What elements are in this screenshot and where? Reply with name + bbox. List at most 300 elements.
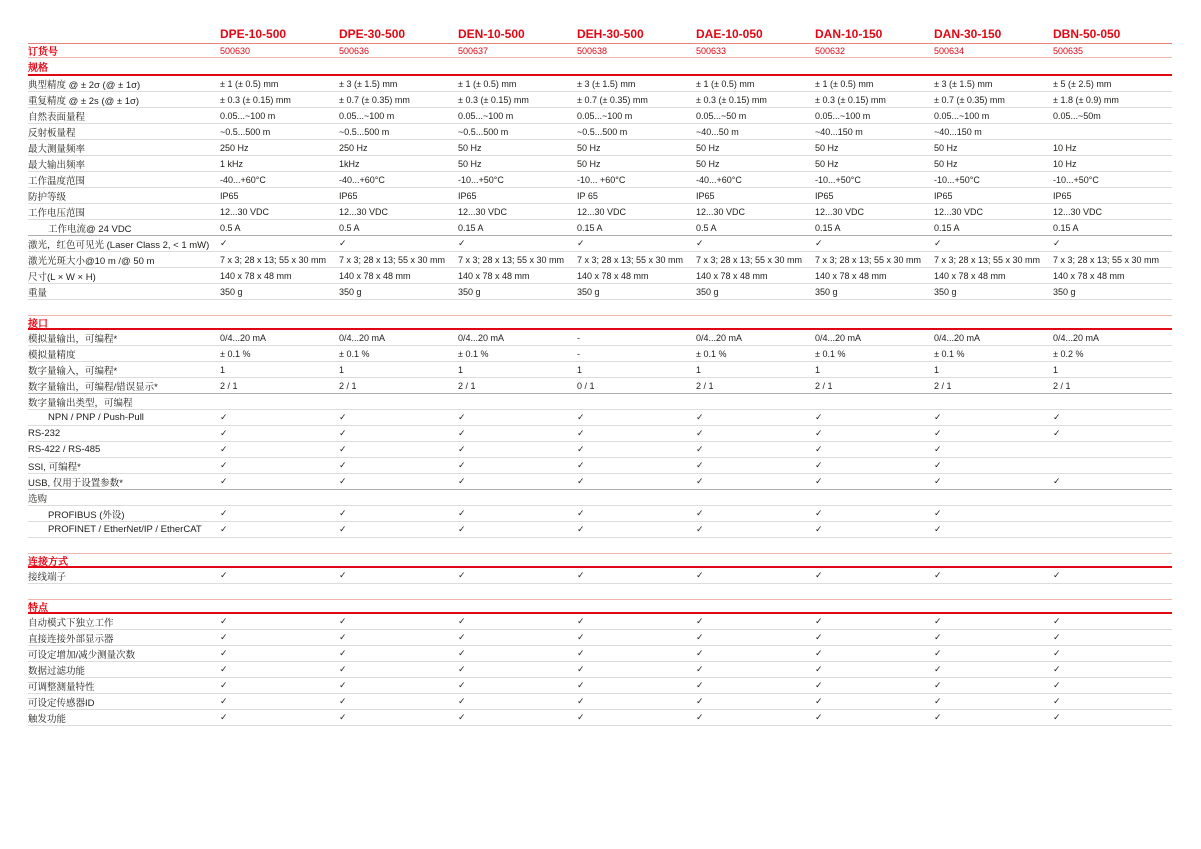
- check-icon: ✓: [458, 648, 466, 658]
- spec-cell: [934, 444, 1053, 455]
- product-name: DBN-50-050: [1053, 27, 1121, 41]
- spec-cell: [815, 524, 934, 535]
- table-row: [28, 204, 1172, 220]
- spec-cell: 1: [339, 364, 345, 375]
- spec-cell: [1053, 648, 1172, 659]
- spec-cell: ± 3 (± 1.5) mm: [577, 78, 636, 89]
- spec-cell: IP65: [815, 190, 834, 201]
- spec-cell: 0.05...~50 m: [696, 110, 747, 121]
- spec-cell: [339, 238, 458, 249]
- spec-cell: [339, 632, 458, 643]
- spec-cell: 12...30 VDC: [696, 206, 746, 217]
- check-icon: ✓: [458, 680, 466, 690]
- spec-cell: [934, 508, 1053, 519]
- check-icon: ✓: [220, 238, 228, 248]
- spec-cell: -: [577, 332, 580, 343]
- spec-cell: [220, 570, 339, 581]
- spec-cell: [339, 476, 458, 487]
- spec-cell: ~0.5...500 m: [339, 126, 390, 137]
- check-icon: ✓: [339, 412, 347, 422]
- spec-cell: -10...+50°C: [458, 174, 504, 185]
- check-icon: ✓: [696, 632, 704, 642]
- section-header: [28, 599, 1172, 614]
- check-icon: ✓: [339, 444, 347, 454]
- spec-cell: [696, 524, 815, 535]
- spec-cell: ± 1.8 (± 0.9) mm: [1053, 94, 1119, 105]
- row-label: 最大输出频率: [28, 159, 86, 171]
- check-icon: ✓: [220, 444, 228, 454]
- row-label: 可调整测量特性: [28, 681, 95, 693]
- spec-cell: 12...30 VDC: [220, 206, 270, 217]
- check-icon: ✓: [815, 632, 823, 642]
- spec-cell: 12...30 VDC: [1053, 206, 1103, 217]
- check-icon: ✓: [220, 476, 228, 486]
- order-number-row: [28, 43, 1172, 58]
- spec-cell: 140 x 78 x 48 mm: [1053, 270, 1125, 281]
- table-row: [28, 410, 1172, 426]
- spec-cell: [934, 460, 1053, 471]
- spec-cell: 1: [220, 364, 226, 375]
- spec-cell: 2 / 1: [696, 380, 714, 391]
- table-row: [28, 694, 1172, 710]
- spec-cell: [458, 680, 577, 691]
- section-3: [28, 553, 1172, 584]
- spec-cell: -: [577, 348, 580, 359]
- spec-cell: [815, 712, 934, 723]
- spec-cell: 2 / 1: [815, 380, 833, 391]
- check-icon: ✓: [1053, 648, 1061, 658]
- spec-cell: ± 0.3 (± 0.15) mm: [815, 94, 886, 105]
- spec-cell: 50 Hz: [934, 158, 958, 169]
- spec-cell: [696, 712, 815, 723]
- spec-cell: 350 g: [458, 286, 481, 297]
- spec-cell: [458, 238, 577, 249]
- spec-cell: ± 0.2 %: [1053, 348, 1084, 359]
- spec-cell: 0/4...20 mA: [934, 332, 981, 343]
- section-header: [28, 315, 1172, 330]
- check-icon: ✓: [577, 664, 585, 674]
- check-icon: ✓: [220, 648, 228, 658]
- spec-cell: [339, 412, 458, 423]
- spec-cell: [458, 444, 577, 455]
- spec-cell: 1 kHz: [220, 158, 244, 169]
- row-label: 工作电压范围: [28, 207, 86, 219]
- check-icon: ✓: [577, 616, 585, 626]
- check-icon: ✓: [696, 664, 704, 674]
- check-icon: ✓: [815, 412, 823, 422]
- check-icon: ✓: [815, 664, 823, 674]
- check-icon: ✓: [577, 238, 585, 248]
- table-row: [28, 458, 1172, 474]
- check-icon: ✓: [696, 616, 704, 626]
- spec-cell: [815, 664, 934, 675]
- check-icon: ✓: [339, 238, 347, 248]
- spec-cell: [934, 428, 1053, 439]
- check-icon: ✓: [577, 476, 585, 486]
- spec-cell: 7 x 3; 28 x 13; 55 x 30 mm: [815, 254, 922, 265]
- row-label: 重量: [28, 287, 48, 299]
- check-icon: ✓: [815, 238, 823, 248]
- spec-cell: ± 0.7 (± 0.35) mm: [577, 94, 648, 105]
- row-label: 最大测量频率: [28, 143, 86, 155]
- table-row: [28, 236, 1172, 252]
- spec-cell: 0.5 A: [339, 222, 360, 233]
- spec-cell: 1kHz: [339, 158, 360, 169]
- spec-cell: 50 Hz: [815, 142, 839, 153]
- spec-cell: 10 Hz: [1053, 158, 1077, 169]
- spec-cell: [815, 648, 934, 659]
- spec-cell: ± 0.1 %: [934, 348, 965, 359]
- check-icon: ✓: [696, 570, 704, 580]
- check-icon: ✓: [1053, 712, 1061, 722]
- spec-cell: [339, 428, 458, 439]
- table-row: [28, 76, 1172, 92]
- spec-cell: [220, 428, 339, 439]
- check-icon: ✓: [934, 428, 942, 438]
- table-row: [28, 346, 1172, 362]
- row-label: 可设定增加/减少测量次数: [28, 649, 136, 661]
- spec-cell: 0.05...~100 m: [339, 110, 395, 121]
- spec-cell: 0.05...~100 m: [458, 110, 514, 121]
- check-icon: ✓: [220, 616, 228, 626]
- spec-cell: 350 g: [1053, 286, 1076, 297]
- spec-cell: [577, 664, 696, 675]
- spec-cell: 12...30 VDC: [458, 206, 508, 217]
- spec-cell: 50 Hz: [577, 142, 601, 153]
- check-icon: ✓: [1053, 428, 1061, 438]
- check-icon: ✓: [339, 570, 347, 580]
- spec-cell: 0.05...~100 m: [934, 110, 990, 121]
- spec-cell: 350 g: [815, 286, 838, 297]
- row-label: 数字量输出，可编程/错误显示*: [28, 381, 158, 393]
- check-icon: ✓: [458, 238, 466, 248]
- spec-cell: [339, 508, 458, 519]
- section-header: [28, 553, 1172, 568]
- spec-cell: [1053, 428, 1172, 439]
- row-label: 自然表面量程: [28, 111, 86, 123]
- check-icon: ✓: [696, 508, 704, 518]
- spec-cell: 50 Hz: [458, 142, 482, 153]
- spec-cell: [458, 524, 577, 535]
- spec-cell: ± 1 (± 0.5) mm: [696, 78, 755, 89]
- table-row: [28, 490, 1172, 506]
- check-icon: ✓: [339, 476, 347, 486]
- check-icon: ✓: [220, 680, 228, 690]
- check-icon: ✓: [577, 712, 585, 722]
- spec-cell: [934, 632, 1053, 643]
- spec-cell: [577, 616, 696, 627]
- check-icon: ✓: [815, 616, 823, 626]
- check-icon: ✓: [220, 570, 228, 580]
- row-label: RS-422 / RS-485: [28, 444, 101, 455]
- check-icon: ✓: [696, 444, 704, 454]
- spec-cell: 7 x 3; 28 x 13; 55 x 30 mm: [1053, 254, 1160, 265]
- check-icon: ✓: [339, 712, 347, 722]
- spec-cell: [220, 460, 339, 471]
- spec-cell: 0/4...20 mA: [339, 332, 386, 343]
- check-icon: ✓: [339, 616, 347, 626]
- spec-cell: 7 x 3; 28 x 13; 55 x 30 mm: [220, 254, 327, 265]
- table-row: [28, 506, 1172, 522]
- spec-cell: [220, 524, 339, 535]
- check-icon: ✓: [1053, 238, 1061, 248]
- spec-cell: [220, 696, 339, 707]
- product-name: DEN-10-500: [458, 27, 525, 41]
- check-icon: ✓: [577, 696, 585, 706]
- spec-cell: 1: [934, 364, 940, 375]
- spec-cell: [577, 508, 696, 519]
- row-label: 工作温度范围: [28, 175, 86, 187]
- spec-cell: [220, 632, 339, 643]
- row-label: SSI, 可编程*: [28, 461, 81, 473]
- spec-cell: ± 3 (± 1.5) mm: [339, 78, 398, 89]
- spec-cell: [577, 680, 696, 691]
- check-icon: ✓: [696, 476, 704, 486]
- row-label: 工作电流@ 24 VDC: [48, 223, 132, 235]
- check-icon: ✓: [220, 712, 228, 722]
- spec-cell: [696, 508, 815, 519]
- product-name: DAN-10-150: [815, 27, 883, 41]
- row-label: 激光光斑大小@10 m /@ 50 m: [28, 255, 155, 267]
- check-icon: ✓: [696, 524, 704, 534]
- table-row: [28, 188, 1172, 204]
- check-icon: ✓: [696, 680, 704, 690]
- spec-cell: [934, 524, 1053, 535]
- spec-cell: 7 x 3; 28 x 13; 55 x 30 mm: [339, 254, 446, 265]
- check-icon: ✓: [815, 696, 823, 706]
- spec-cell: 140 x 78 x 48 mm: [339, 270, 411, 281]
- row-label: 数字量输出类型，可编程: [28, 397, 133, 409]
- spec-cell: -40...+60°C: [339, 174, 385, 185]
- spec-cell: [577, 444, 696, 455]
- spec-cell: 10 Hz: [1053, 142, 1077, 153]
- spec-cell: [815, 570, 934, 581]
- spec-cell: ± 3 (± 1.5) mm: [934, 78, 993, 89]
- check-icon: ✓: [815, 648, 823, 658]
- spec-cell: [815, 632, 934, 643]
- spec-cell: [815, 238, 934, 249]
- row-label: 防护等级: [28, 191, 67, 203]
- spec-cell: [815, 428, 934, 439]
- row-label: USB, 仅用于设置参数*: [28, 477, 124, 489]
- spec-cell: -40...+60°C: [696, 174, 742, 185]
- spec-cell: [458, 664, 577, 675]
- check-icon: ✓: [934, 524, 942, 534]
- table-row: [28, 284, 1172, 300]
- table-row: [28, 442, 1172, 458]
- spec-cell: ± 5 (± 2.5) mm: [1053, 78, 1112, 89]
- spec-cell: [220, 680, 339, 691]
- spec-cell: [1053, 696, 1172, 707]
- table-row: [28, 646, 1172, 662]
- spec-cell: [815, 680, 934, 691]
- spec-cell: 0.5 A: [696, 222, 717, 233]
- check-icon: ✓: [220, 428, 228, 438]
- spec-cell: [458, 570, 577, 581]
- spec-cell: 0 / 1: [577, 380, 595, 391]
- spec-cell: [220, 664, 339, 675]
- spec-cell: [458, 632, 577, 643]
- spec-cell: [220, 712, 339, 723]
- spec-cell: 50 Hz: [696, 158, 720, 169]
- check-icon: ✓: [934, 664, 942, 674]
- check-icon: ✓: [577, 412, 585, 422]
- row-label: 接线端子: [28, 571, 67, 583]
- check-icon: ✓: [815, 712, 823, 722]
- spec-cell: [220, 648, 339, 659]
- table-row: [28, 630, 1172, 646]
- row-label: PROFIBUS (外设): [48, 509, 125, 521]
- table-row: [28, 710, 1172, 726]
- spec-cell: ± 0.1 %: [815, 348, 846, 359]
- spec-cell: -10...+50°C: [1053, 174, 1099, 185]
- spec-cell: 140 x 78 x 48 mm: [696, 270, 768, 281]
- product-name: DPE-10-500: [220, 27, 287, 41]
- check-icon: ✓: [934, 616, 942, 626]
- section-title: 接口: [28, 318, 48, 330]
- table-row: [28, 330, 1172, 346]
- spec-cell: 2 / 1: [1053, 380, 1071, 391]
- spec-cell: [1053, 616, 1172, 627]
- check-icon: ✓: [458, 712, 466, 722]
- table-row: [28, 108, 1172, 124]
- check-icon: ✓: [934, 680, 942, 690]
- spec-cell: 50 Hz: [815, 158, 839, 169]
- spec-cell: [339, 524, 458, 535]
- check-icon: ✓: [458, 412, 466, 422]
- table-row: [28, 678, 1172, 694]
- spec-cell: ~40...150 m: [934, 126, 982, 137]
- spec-cell: ~0.5...500 m: [577, 126, 628, 137]
- spec-cell: [577, 428, 696, 439]
- check-icon: ✓: [934, 632, 942, 642]
- check-icon: ✓: [220, 696, 228, 706]
- spec-cell: 50 Hz: [696, 142, 720, 153]
- spec-cell: [934, 476, 1053, 487]
- spec-cell: 0/4...20 mA: [1053, 332, 1100, 343]
- check-icon: ✓: [220, 460, 228, 470]
- spec-cell: ± 1 (± 0.5) mm: [815, 78, 874, 89]
- spec-cell: ± 1 (± 0.5) mm: [220, 78, 279, 89]
- check-icon: ✓: [1053, 476, 1061, 486]
- table-row: [28, 522, 1172, 538]
- spec-cell: IP65: [220, 190, 239, 201]
- spec-cell: [458, 428, 577, 439]
- check-icon: ✓: [339, 648, 347, 658]
- section-title: 特点: [28, 602, 48, 614]
- spec-cell: [339, 680, 458, 691]
- spec-cell: [696, 570, 815, 581]
- check-icon: ✓: [696, 238, 704, 248]
- check-icon: ✓: [458, 570, 466, 580]
- row-label: RS-232: [28, 428, 61, 439]
- spec-cell: [815, 696, 934, 707]
- spec-cell: 0.15 A: [1053, 222, 1079, 233]
- spec-cell: -40...+60°C: [220, 174, 266, 185]
- spec-cell: IP65: [1053, 190, 1072, 201]
- check-icon: ✓: [934, 476, 942, 486]
- spec-cell: ~0.5...500 m: [220, 126, 271, 137]
- table-row: [28, 362, 1172, 378]
- spec-cell: [934, 712, 1053, 723]
- spec-cell: 1: [815, 364, 821, 375]
- spec-cell: ± 0.3 (± 0.15) mm: [458, 94, 529, 105]
- order-row-label: 订货号: [28, 47, 58, 58]
- spec-cell: [696, 632, 815, 643]
- spec-cell: IP65: [696, 190, 715, 201]
- spec-cell: [458, 712, 577, 723]
- spec-cell: 0.15 A: [577, 222, 603, 233]
- spec-cell: 0/4...20 mA: [815, 332, 862, 343]
- spec-cell: IP65: [458, 190, 477, 201]
- check-icon: ✓: [458, 616, 466, 626]
- order-number: 500636: [339, 45, 370, 56]
- check-icon: ✓: [1053, 632, 1061, 642]
- check-icon: ✓: [458, 524, 466, 534]
- spec-cell: [458, 696, 577, 707]
- spec-cell: ± 0.1 %: [696, 348, 727, 359]
- check-icon: ✓: [458, 428, 466, 438]
- spec-cell: 140 x 78 x 48 mm: [577, 270, 649, 281]
- check-icon: ✓: [577, 524, 585, 534]
- spec-cell: [458, 460, 577, 471]
- table-row: [28, 394, 1172, 410]
- spec-cell: [339, 616, 458, 627]
- spec-cell: [1053, 632, 1172, 643]
- spec-cell: [577, 460, 696, 471]
- spec-cell: [934, 412, 1053, 423]
- row-label: 反射板量程: [28, 127, 76, 139]
- row-label: NPN / PNP / Push-Pull: [48, 412, 144, 423]
- table-row: [28, 568, 1172, 584]
- spec-cell: ~0.5...500 m: [458, 126, 509, 137]
- spec-cell: 50 Hz: [577, 158, 601, 169]
- check-icon: ✓: [339, 524, 347, 534]
- row-label: PROFINET / EtherNet/IP / EtherCAT: [48, 524, 202, 535]
- check-icon: ✓: [220, 508, 228, 518]
- spec-cell: [815, 460, 934, 471]
- check-icon: ✓: [1053, 570, 1061, 580]
- spec-cell: 12...30 VDC: [577, 206, 627, 217]
- row-label: 选购: [28, 493, 48, 505]
- spec-cell: ~40...150 m: [815, 126, 863, 137]
- spec-cell: [696, 238, 815, 249]
- spec-cell: 50 Hz: [458, 158, 482, 169]
- spec-cell: 2 / 1: [934, 380, 952, 391]
- spec-cell: ± 0.1 %: [458, 348, 489, 359]
- spec-cell: [934, 570, 1053, 581]
- check-icon: ✓: [815, 460, 823, 470]
- spec-cell: [696, 680, 815, 691]
- table-row: [28, 268, 1172, 284]
- spec-cell: [934, 616, 1053, 627]
- section-title: 连接方式: [28, 556, 68, 568]
- spec-cell: [458, 616, 577, 627]
- spec-cell: [577, 570, 696, 581]
- check-icon: ✓: [458, 508, 466, 518]
- spec-cell: 12...30 VDC: [815, 206, 865, 217]
- order-number: 500633: [696, 45, 727, 56]
- section-title: 规格: [28, 63, 48, 74]
- spec-cell: [458, 412, 577, 423]
- check-icon: ✓: [696, 412, 704, 422]
- spec-cell: 2 / 1: [339, 380, 357, 391]
- check-icon: ✓: [339, 428, 347, 438]
- spec-cell: 350 g: [934, 286, 957, 297]
- check-icon: ✓: [577, 508, 585, 518]
- spec-cell: IP65: [934, 190, 953, 201]
- product-name: DAN-30-150: [934, 27, 1002, 41]
